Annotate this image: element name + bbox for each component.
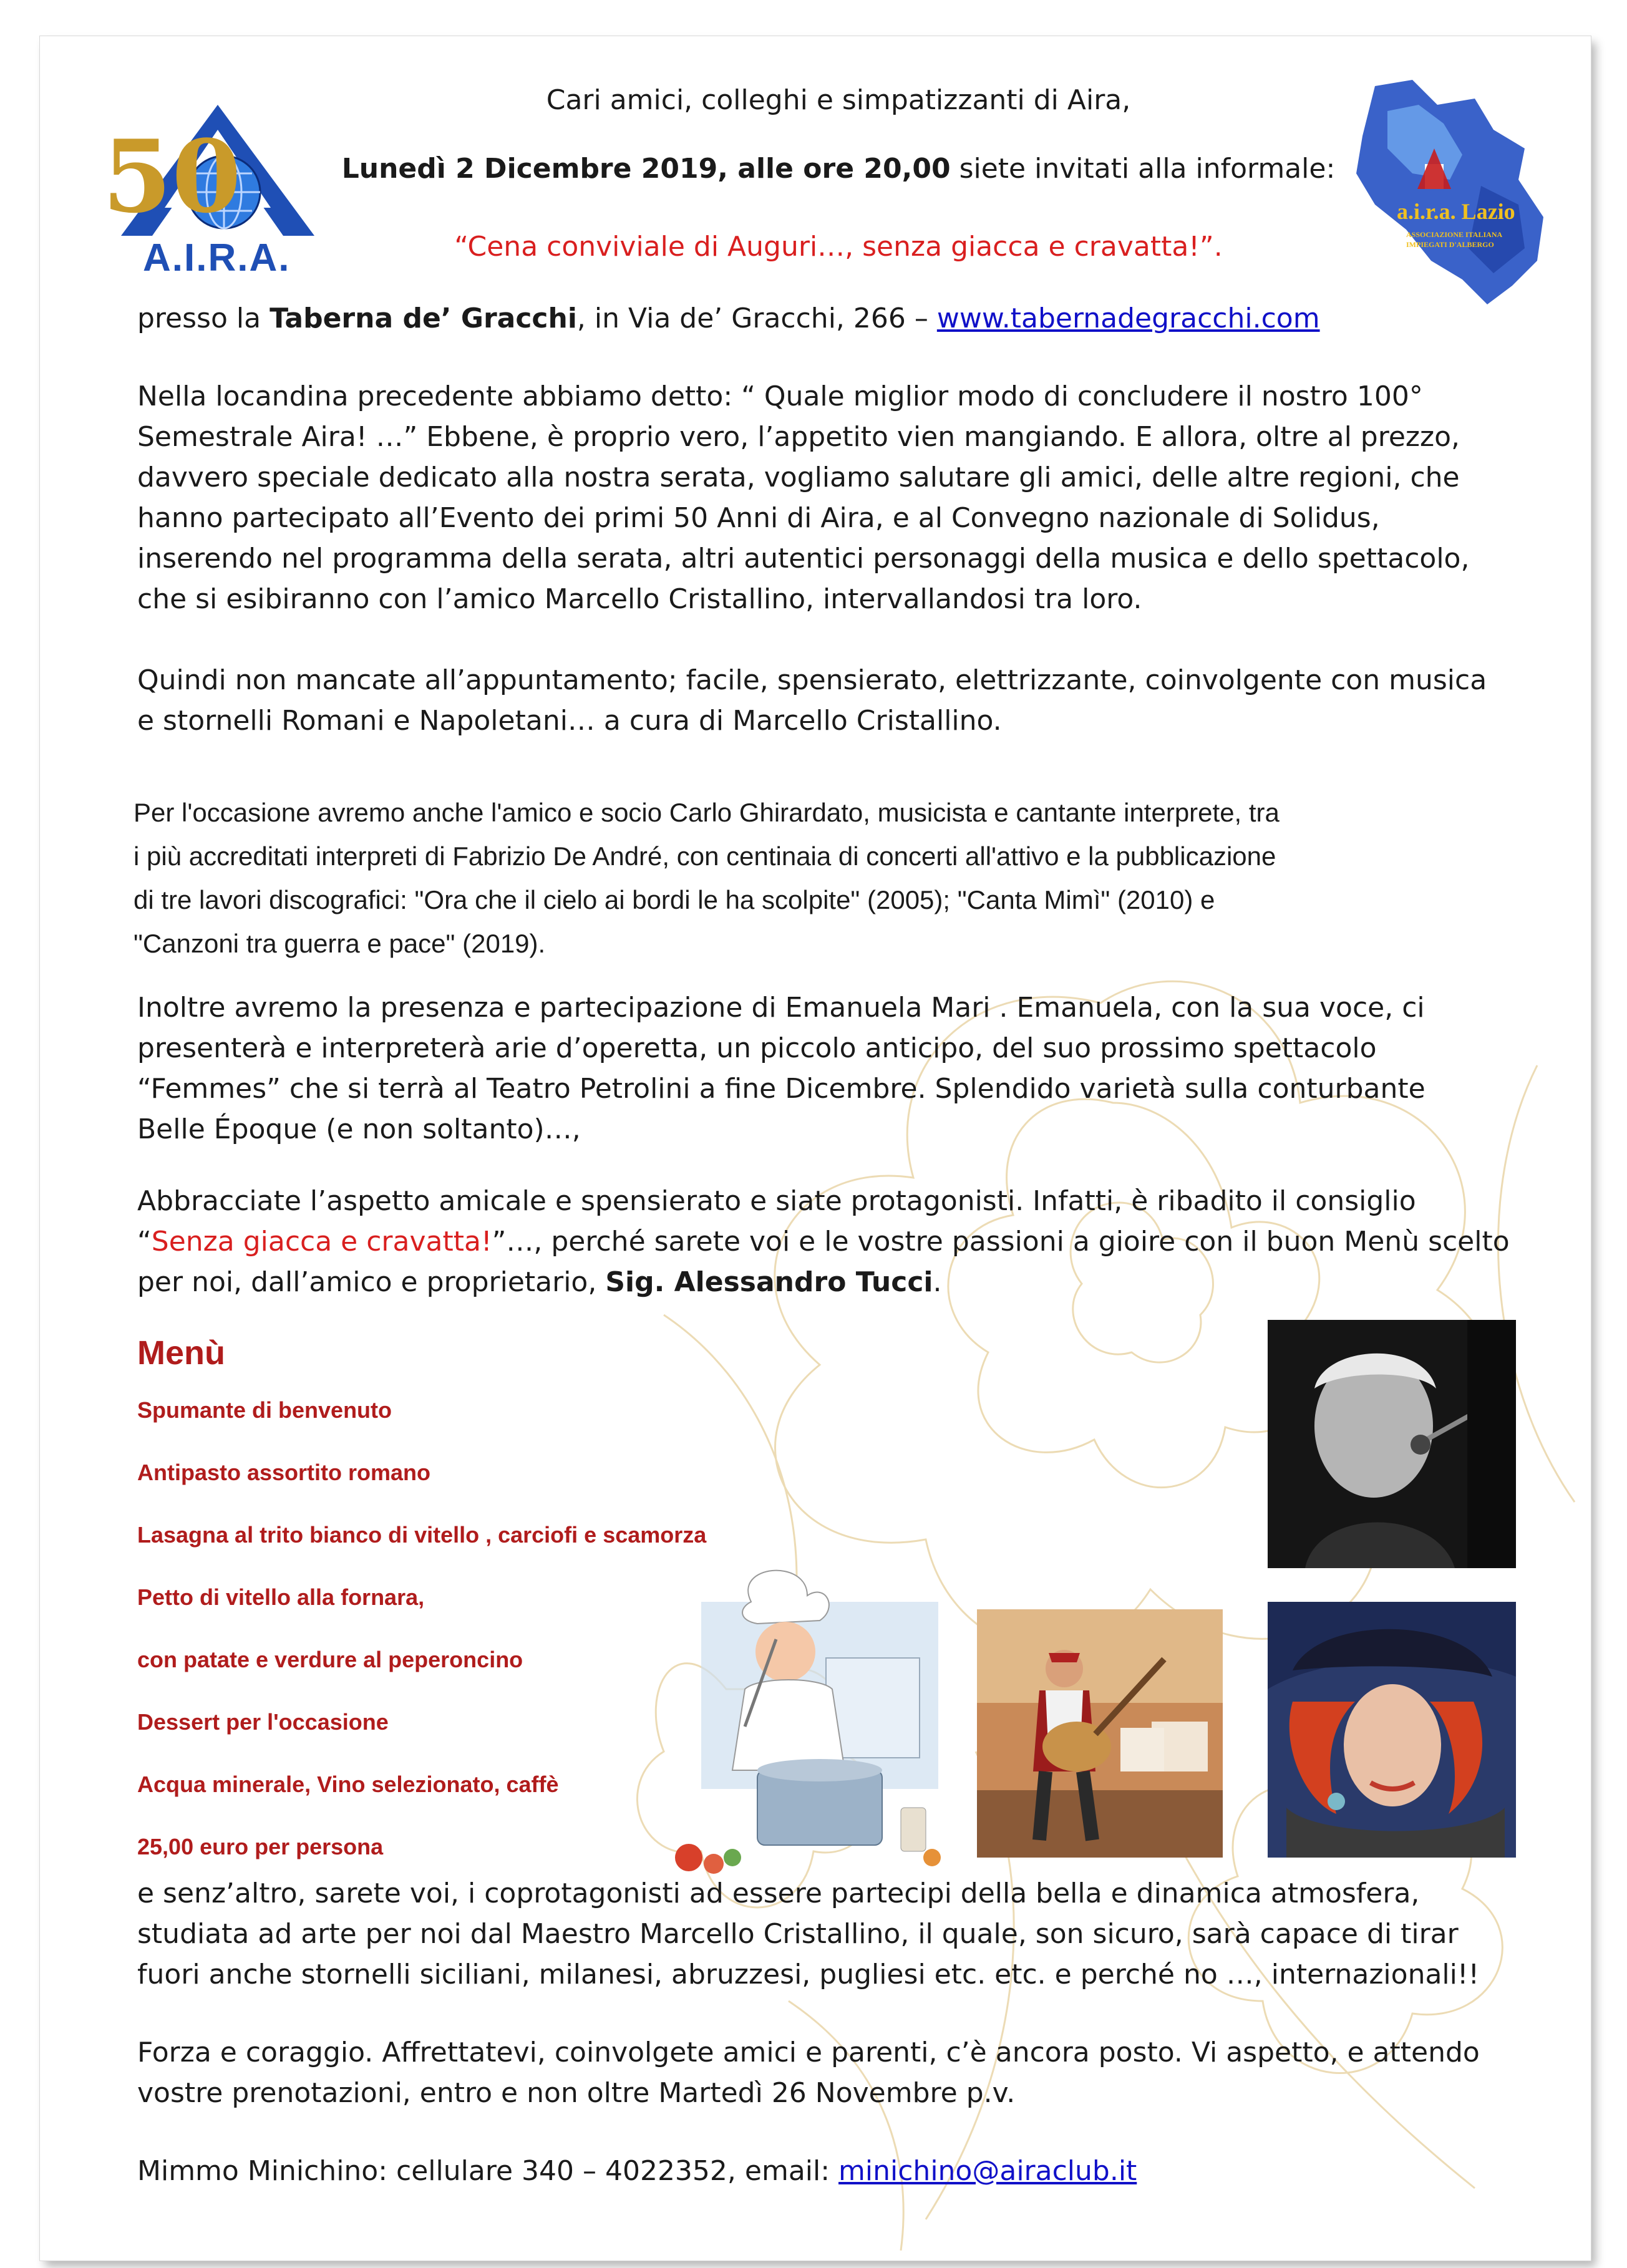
paragraph-embrace [137,1181,1510,1302]
singer-bw-photo [1268,1320,1516,1568]
aira-lazio-subtitle: ASSOCIAZIONE ITALIANA IMPIEGATI D'ALBERGO [1406,230,1502,249]
paragraph-coprotagonists [137,1873,1479,1995]
dress-code-exclamation: ! [480,1226,492,1258]
aira-lazio-logo [1338,74,1550,311]
paragraph-carlo-ghirardato [134,791,1280,966]
location-line [137,298,1320,339]
paragraph-line: di tre lavori discografici: "Ora che il cielo ai bordi le ha scolpite" (2005); "Canta Mimì" (2010) e [134,885,1215,914]
paragraph-intro [137,376,1469,619]
owner-intro: per noi, dall’amico e proprietario, [137,1266,606,1298]
paragraph-line: Forza e coraggio. Affrettatevi, coinvolgete amici e parenti, c’è ancora posto. Vi aspetto, e attendo [137,2037,1480,2068]
paragraph-line: presenterà e interpreterà arie d’operetta, un piccolo anticipo, del suo prossimo spettacolo [137,1032,1377,1064]
menu-item: Petto di vitello alla fornara, [137,1584,425,1610]
greeting: Cari amici, colleghi e simpatizzanti di Aira, [546,84,1131,116]
menu-item: Spumante di benvenuto [137,1397,392,1423]
event-date: Lunedì 2 Dicembre 2019, alle ore 20,00 [341,153,951,185]
contact-text: Mimmo Minichino: cellulare 340 – 4022352, email: [137,2155,839,2187]
paragraph-line [137,1221,1510,1262]
paragraph-reservations [137,2032,1480,2113]
menu-item: Dessert per l'occasione [137,1709,389,1735]
aira-lazio-brand: a.i.r.a. Lazio [1397,199,1515,224]
contact-line [137,2151,1137,2191]
aira-50-number: 50 [102,118,241,235]
event-title: “Cena conviviale di Auguri…, senza giacca e cravatta!”. [454,231,1223,263]
chef-cooking-illustration [664,1564,957,1876]
owner-name: Sig. Alessandro Tucci [605,1266,933,1298]
menu-item: Lasagna al trito bianco di vitello , carciofi e scamorza [137,1522,707,1548]
venue-name: Taberna de’ Gracchi [270,303,577,334]
paragraph-line: Semestrale Aira! …” Ebbene, è proprio vero, l’appetito vien mangiando. E allora, oltre al prezzo, [137,421,1460,453]
event-date-rest: siete invitati alla informale: [950,153,1336,185]
menu-item: Antipasto assortito romano [137,1460,431,1485]
paragraph-line: Quindi non mancate all’appuntamento; facile, spensierato, elettrizzante, coinvolgente con musica [137,664,1487,696]
aira-logo-text: A.I.R.A. [143,236,291,279]
paragraph-emanuela-mari [137,987,1425,1150]
sentence-end: . [933,1266,942,1298]
paragraph-line: Per l'occasione avremo anche l'amico e socio Carlo Ghirardato, musicista e cantante interprete, tra [134,798,1280,827]
venue-website-link[interactable]: www.tabernadegracchi.com [936,303,1320,334]
paragraph-line: vostre prenotazioni, entro e non oltre Martedì 26 Novembre p.v. [137,2077,1016,2109]
location-prefix: presso la [137,303,270,334]
contact-email-link[interactable]: minichino@airaclub.it [838,2155,1137,2187]
quote-open: “ [137,1226,152,1258]
emanuela-mari-photo [1268,1602,1516,1858]
paragraph-line: studiata ad arte per noi dal Maestro Marcello Cristallino, il quale, son sicuro, sarà capace di tirar [137,1918,1459,1950]
paragraph-line: fuori anche stornelli siciliani, milanesi, abruzzesi, pugliesi etc. etc. e perché no …, internazionali!! [137,1959,1480,1990]
menu-price: 25,00 euro per persona [137,1834,384,1859]
paragraph-line: “Femmes” che si terrà al Teatro Petrolini a fine Dicembre. Splendido varietà sulla conturbante [137,1073,1425,1105]
paragraph-line: hanno partecipato all’Evento dei primi 50 Anni di Aira, e al Convegno nazionale di Solidus, [137,502,1380,534]
paragraph-line: i più accreditati interpreti di Fabrizio De André, con centinaia di concerti all'attivo e la pubblicazione [134,841,1276,871]
paragraph-line: "Canzoni tra guerra e pace" (2019). [134,929,546,958]
paragraph-line-rest: ”…, perché sarete voi e le vostre passioni a gioire con il buon Menù scelto [492,1226,1510,1258]
menu-item: con patate e verdure al peperoncino [137,1647,523,1672]
paragraph-line [137,1262,1510,1302]
paragraph-line: e senz’altro, sarete voi, i coprotagonisti ad essere partecipi della bella e dinamica atmosfera, [137,1878,1420,1909]
dress-code-highlight: Senza giacca e cravatta [151,1226,481,1258]
guitarist-photo [977,1609,1223,1858]
paragraph-appointment [137,660,1487,741]
venue-address: , in Via de’ Gracchi, 266 – [576,303,937,334]
menu-title: Menù [137,1334,225,1372]
paragraph-line: che si esibiranno con l’amico Marcello Cristallino, intervallandosi tra loro. [137,583,1142,615]
paragraph-line: e stornelli Romani e Napoletani… a cura di Marcello Cristallino. [137,705,1002,737]
event-date-line [227,148,1450,189]
paragraph-line: Nella locandina precedente abbiamo detto: “ Quale miglior modo di concludere il nostro 100° [137,380,1423,412]
paragraph-line: davvero speciale dedicato alla nostra serata, vogliamo salutare gli amici, delle altre regioni, che [137,462,1460,493]
paragraph-line: Abbracciate l’aspetto amicale e spensierato e siate protagonisti. Infatti, è ribadito il consiglio [137,1185,1416,1217]
paragraph-line: Belle Époque (e non soltanto)…, [137,1113,581,1145]
paragraph-line: inserendo nel programma della serata, altri autentici personaggi della musica e dello spettacolo, [137,543,1470,574]
menu-item: Acqua minerale, Vino selezionato, caffè [137,1771,559,1797]
paragraph-line: Inoltre avremo la presenza e partecipazione di Emanuela Mari . Emanuela, con la sua voce, ci [137,992,1425,1024]
invitation-page [40,36,1591,2261]
